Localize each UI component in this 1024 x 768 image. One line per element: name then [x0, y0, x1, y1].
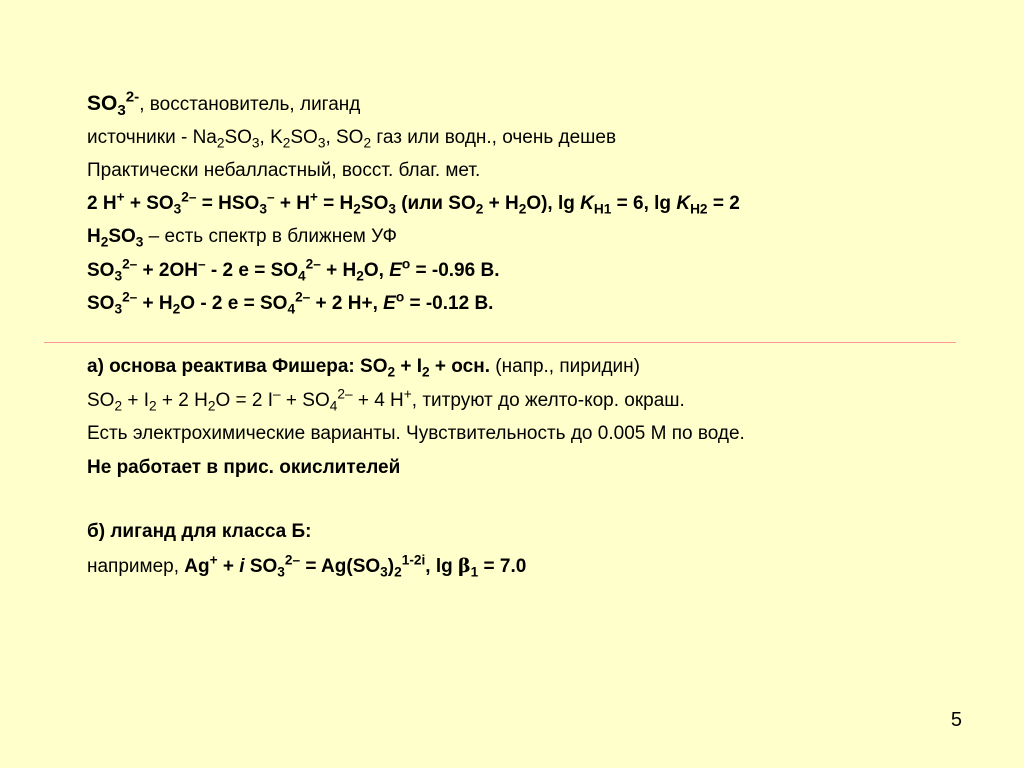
fischer-heading: а) основа реактива Фишера: $SO_2 + I_2$ + осн. (напр., пиридин) [87, 356, 640, 380]
beta-symbol: β [458, 555, 471, 577]
section-divider [44, 342, 956, 343]
equilibrium-line: 2 $H^+ + SO_3^{2-} = HSO_3^- + H^+ = H_2SO_3$ (или $SO_2 + H_2O$), $\lg K_{H1} = 6$, $\lg K_{H2} = 2$ [87, 189, 740, 217]
h2so3-line: $H_2SO_3$ – есть спектр в ближнем УФ [87, 226, 398, 250]
oxidizer-warning: Не работает в прис. окислителей [87, 457, 401, 478]
fischer-reaction: $SO_2 + I_2 + 2$ $H_2O = 2$ $I^- + SO_4^{2-} + 4$ H+, титруют до желто-кор. окраш. [87, 386, 685, 414]
sulfite-title: $SO_3^{2-}$, восстановитель, лиганд [87, 88, 361, 119]
page-number: 5 [950, 709, 962, 731]
practically-line: Практически небалластный, восст. благ. мет. [87, 160, 481, 181]
electrochem-line: Есть электрохимические варианты. Чувствительность до 0.005 М по воде. [87, 423, 745, 444]
redox-alkaline-line: $SO_3^{2-} + 2OH^- - 2$ $e = SO_4^{2-} + H_2O$, $E^o = -0.96$ В. [87, 256, 500, 284]
ligand-example: например, Ag+ + i $SO_3^{2-} = Ag(SO_3)_2^{1-2i}$, $\lg \beta_1 = 7.0$ [87, 552, 527, 580]
sources-line: источники - $Na_2SO_3$, $K_2SO_3$, $SO_2$ газ или водн., очень дешев [87, 127, 617, 151]
redox-acid-line: $SO_3^{2-} + H_2O - 2$ $e = SO_4^{2-} + 2$ H+, $E^o = -0.12$ В. [87, 289, 494, 317]
ligand-heading: б) лиганд для класса Б: [87, 521, 312, 542]
so3-formula: $SO_3^{2-}$ [87, 88, 140, 119]
